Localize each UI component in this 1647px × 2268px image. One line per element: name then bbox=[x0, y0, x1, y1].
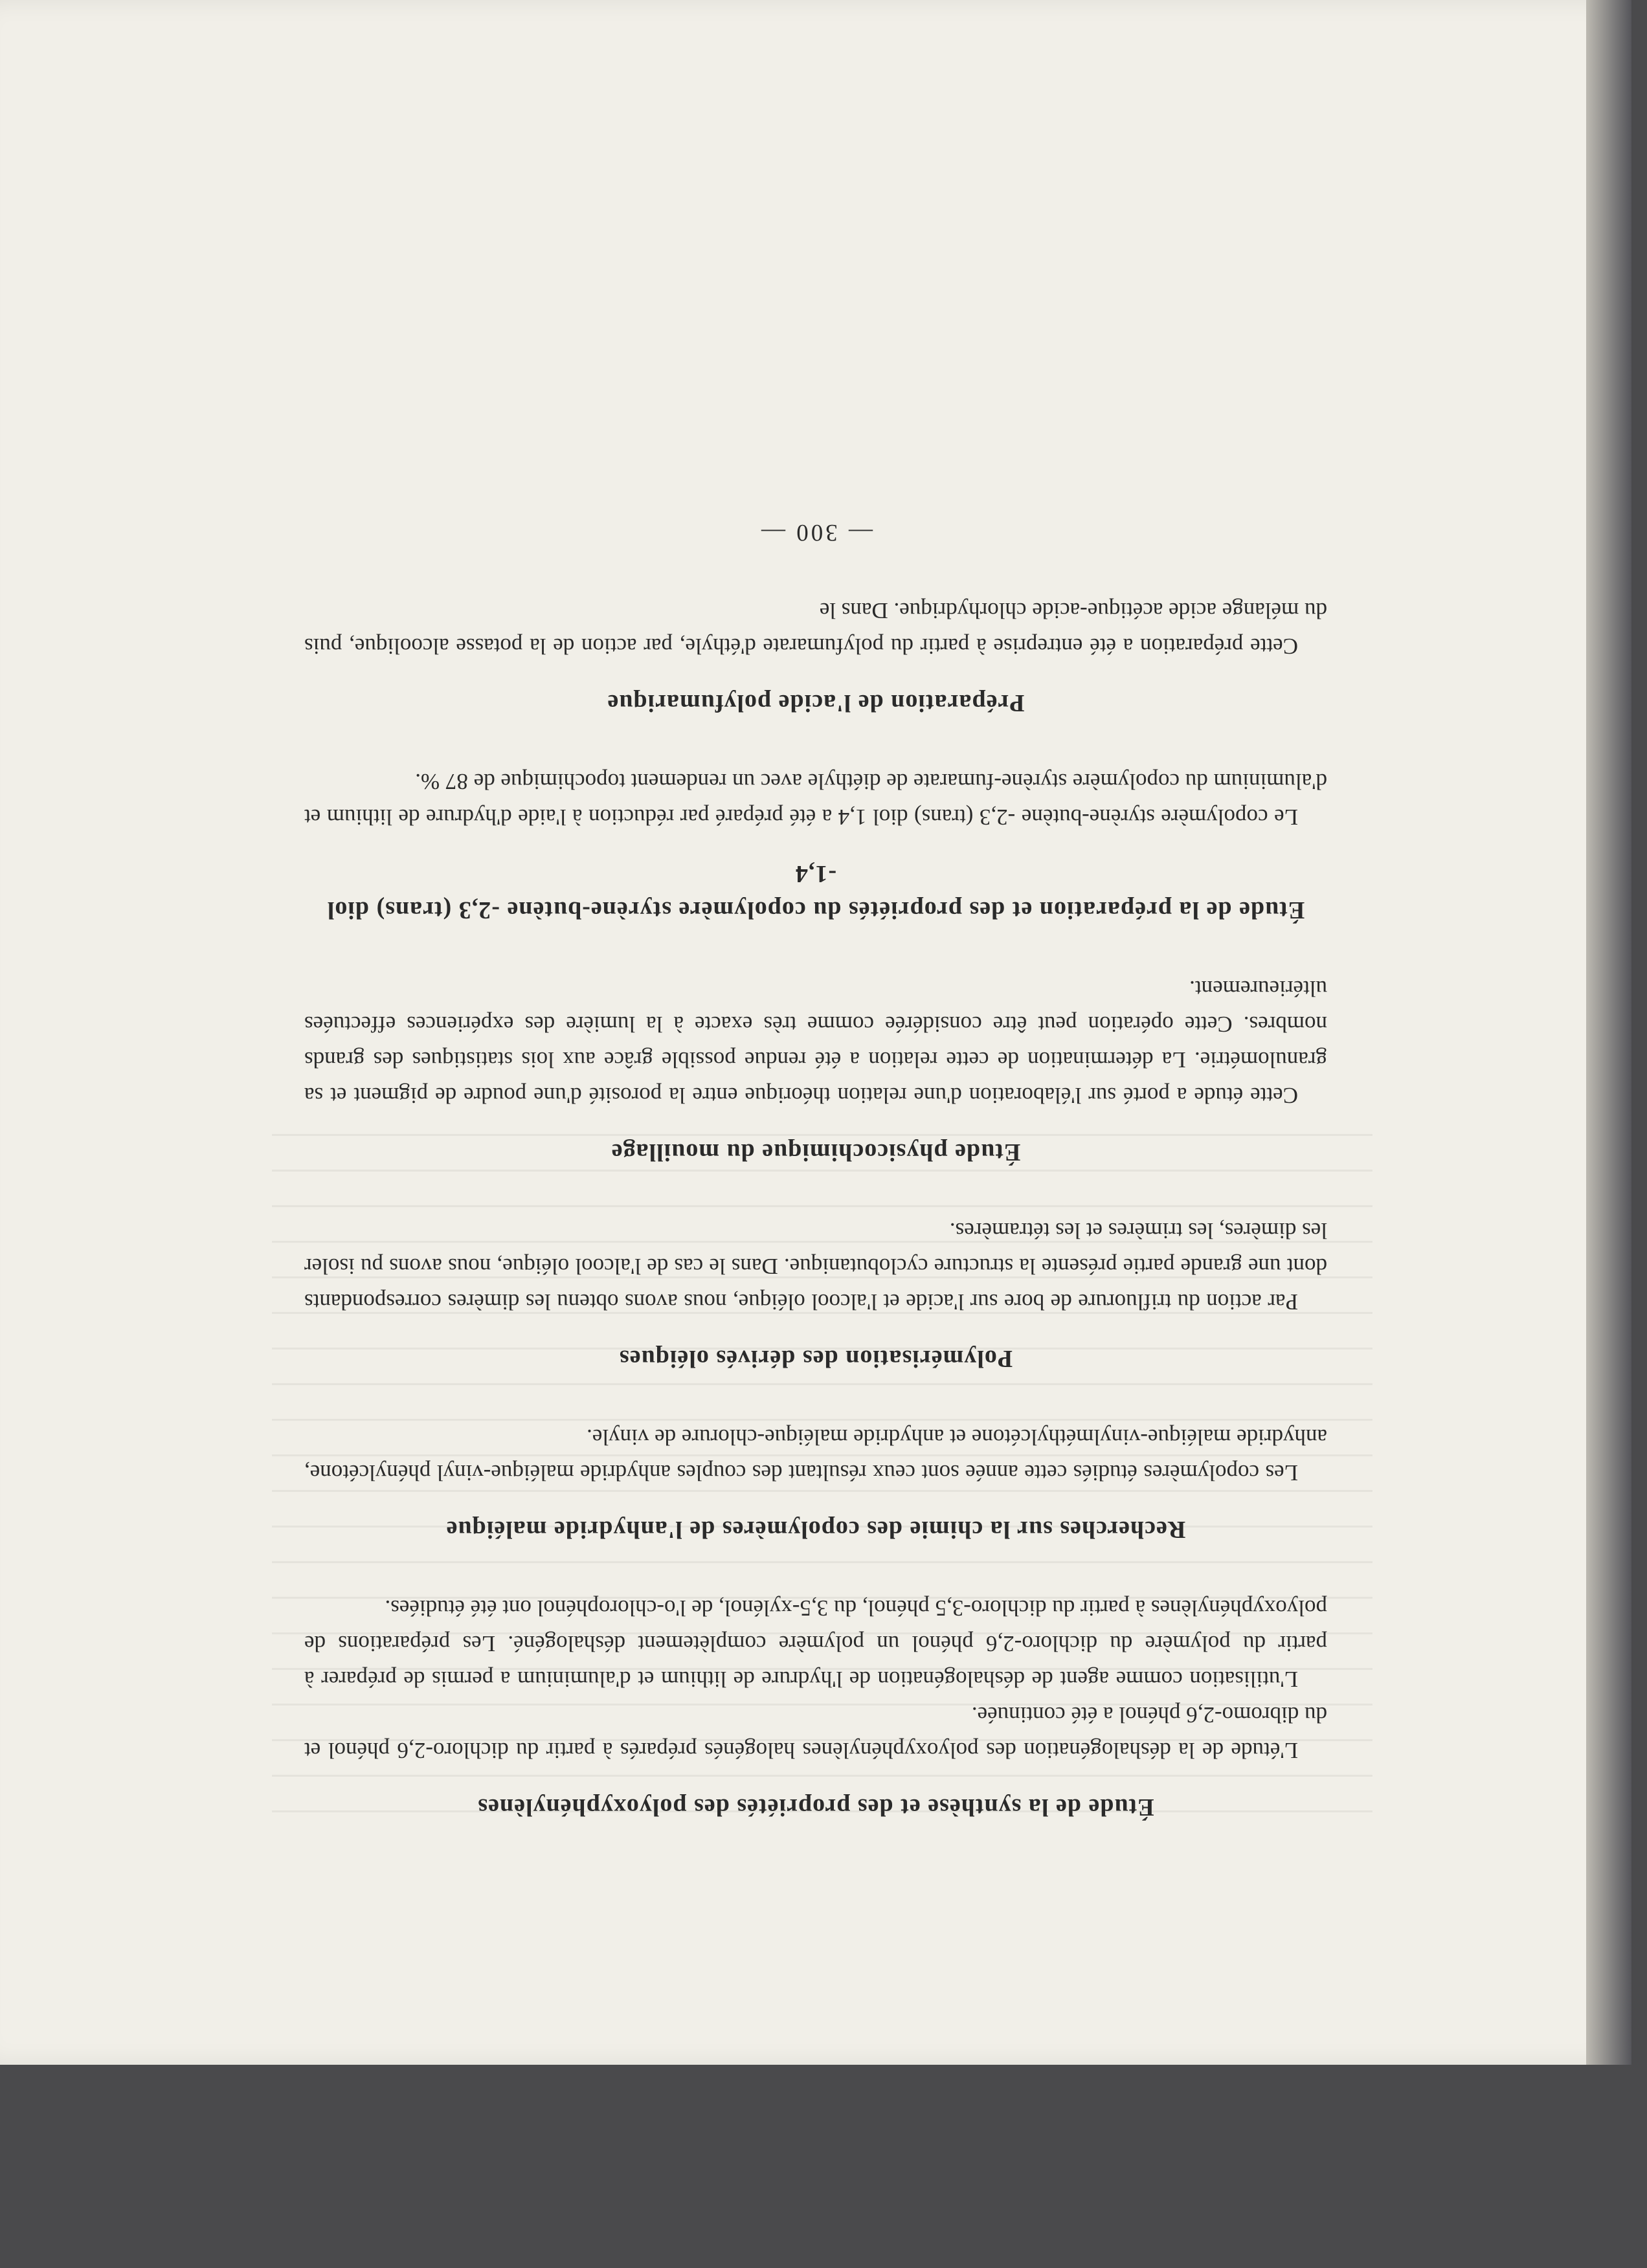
paragraph: Cette préparation a été entreprise à partir du polyfumarate d'éthyle, par action de la potasse alcoolique, puis du mélange acide acétique-acide chlorhydrique. Dans le bbox=[304, 598, 1327, 659]
paragraph: Par action du trifluorure de bore sur l'acide et l'alcool oléique, nous avons obtenu les dimères correspondants dont une grande partie présente la structure cyclobutanique. Dans le cas de l'alcool oléique, nous avons pu isoler les dimères, les trimères et les tétramères. bbox=[304, 1218, 1327, 1315]
section-heading: Étude physicochimique du mouillage bbox=[611, 1139, 1021, 1166]
section-acide-polyfumarique bbox=[304, 593, 1327, 721]
section-anhydride-maleique bbox=[304, 1419, 1327, 1548]
paragraph: L'étude de la déshalogénation des polyoxyphénylènes halogénés préparés à partir du dichloro-2,6 phénol et du dibromo-2,6 phénol a été continuée. bbox=[304, 1702, 1327, 1763]
paragraph: Le copolymère styrène-butène -2,3 (trans) diol 1,4 a été préparé par réduction à l'aide d'hydrure de lithium et d'aluminium du copolymère styrène-fumarate de diéthyle avec un rendement topochimique de 87 %. bbox=[304, 769, 1327, 830]
section-mouillage bbox=[304, 971, 1327, 1170]
section-heading: Étude de la préparation et des propriétés du copolymère styrène-butène -2,3 (trans) diol -1,4 bbox=[326, 860, 1305, 924]
section-heading: Recherches sur la chimie des copolymères de l'anhydride maléique bbox=[445, 1516, 1186, 1543]
paragraph: Les copolymères étudiés cette année sont ceux résultant des couples anhydride maléique-vinyl phénylcétone, anhydride maléique-vinylméthylcétone et anhydride maléique-chlorure de vinyle. bbox=[304, 1425, 1327, 1485]
page-number: — 300 — bbox=[759, 519, 873, 546]
section-heading: Étude de la synthèse et des propriétés des polyoxyphénylènes bbox=[477, 1794, 1154, 1821]
scanner-background bbox=[0, 2065, 1647, 2268]
section-heading: Polymérisation des dérivés oléiques bbox=[618, 1345, 1013, 1372]
section-heading: Préparation de l'acide polyfumarique bbox=[607, 689, 1025, 717]
section-styrene-butene bbox=[304, 764, 1327, 928]
section-polyoxyphenylenes bbox=[304, 1590, 1327, 1825]
section-derives-oleiques bbox=[304, 1213, 1327, 1377]
paragraph: L'utilisation comme agent de déshalogénation de l'hydrure de lithium et d'aluminium a permis de préparer à partir du polymère du dichloro-2,6 phénol un polymère complètement déshalogéné. Les préparations de polyoxyphénylènes à partir du dichloro-3,5 phénol, du 3,5-xylénol, de l'o-chlorophénol ont été étudiées. bbox=[304, 1595, 1327, 1692]
paragraph: Cette étude a porté sur l'élaboration d'une relation théorique entre la porosité d'une poudre de pigment et sa granulométrie. La détermination de cette relation a été rendue possible grâce aux lois statistiques des grands nombres. Cette opération peut être considérée comme très exacte à la lumière des expériences effectuées ultérieurement. bbox=[304, 976, 1327, 1108]
text-column bbox=[304, 496, 1327, 1825]
